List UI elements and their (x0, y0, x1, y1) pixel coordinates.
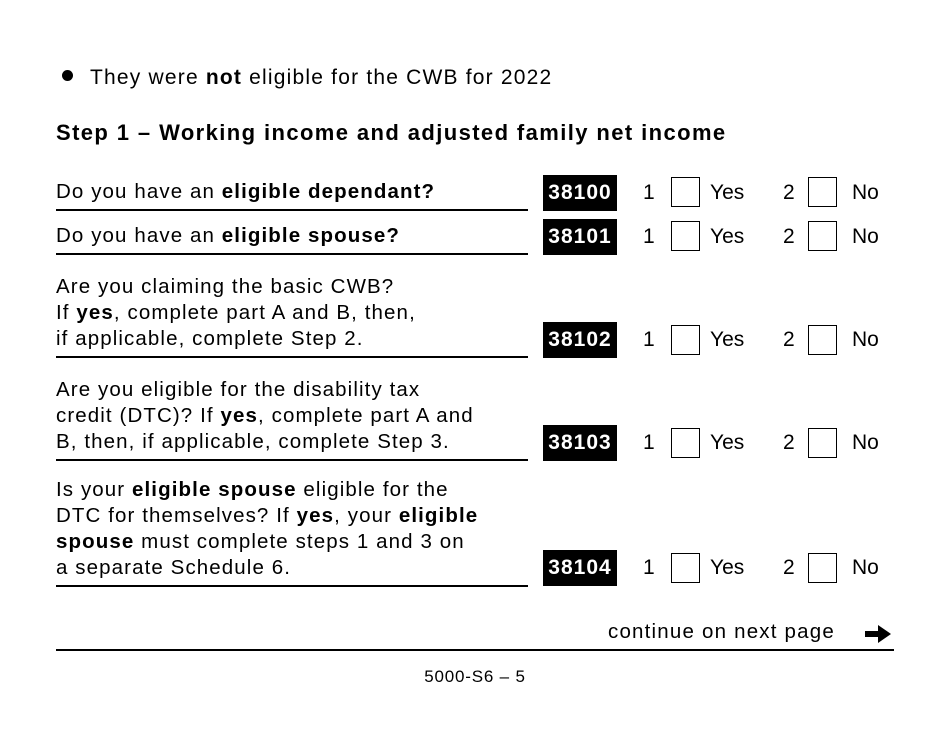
line-code: 38101 (543, 219, 617, 255)
no-label: No (852, 181, 879, 204)
page-footer: 5000-S6 – 5 (424, 667, 526, 686)
no-label: No (852, 328, 879, 351)
footer-rule (56, 649, 894, 651)
yes-label: Yes (710, 328, 745, 351)
bullet-text-bold: not (205, 66, 243, 89)
no-number: 2 (783, 328, 795, 351)
yes-number: 1 (643, 431, 655, 454)
question-line: a separate Schedule 6. (56, 556, 292, 579)
no-checkbox[interactable] (808, 325, 837, 355)
question-text (56, 223, 528, 255)
line-code: 38103 (543, 425, 617, 461)
line-code: 38104 (543, 550, 617, 586)
no-number: 2 (783, 181, 795, 204)
yes-number: 1 (643, 556, 655, 579)
question-line: Do you have an eligible dependant? (56, 180, 436, 203)
question-text (56, 377, 528, 461)
no-checkbox[interactable] (808, 221, 837, 251)
yes-number: 1 (643, 328, 655, 351)
question-line: if applicable, complete Step 2. (56, 327, 364, 350)
yes-checkbox[interactable] (671, 325, 700, 355)
yes-label: Yes (710, 181, 745, 204)
bullet-text-pre: They were (90, 66, 206, 89)
no-checkbox[interactable] (808, 177, 837, 207)
question-text (56, 274, 528, 358)
no-number: 2 (783, 431, 795, 454)
yes-checkbox[interactable] (671, 553, 700, 583)
no-label: No (852, 556, 879, 579)
question-line: If yes, complete part A and B, then, (56, 301, 416, 324)
no-label: No (852, 225, 879, 248)
no-checkbox[interactable] (808, 428, 837, 458)
question-line: spouse must complete steps 1 and 3 on (56, 530, 465, 553)
yes-checkbox[interactable] (671, 221, 700, 251)
no-number: 2 (783, 556, 795, 579)
question-text (56, 179, 528, 211)
yes-checkbox[interactable] (671, 428, 700, 458)
continue-text: continue on next page (608, 620, 835, 643)
question-line: B, then, if applicable, complete Step 3. (56, 430, 450, 453)
bullet-icon (62, 70, 73, 81)
question-line: Are you claiming the basic CWB? (56, 275, 395, 298)
yes-number: 1 (643, 225, 655, 248)
arrow-right-icon (864, 623, 892, 645)
question-line: Are you eligible for the disability tax (56, 378, 421, 401)
line-code: 38100 (543, 175, 617, 211)
no-label: No (852, 431, 879, 454)
yes-label: Yes (710, 556, 745, 579)
question-line: Do you have an eligible spouse? (56, 224, 401, 247)
bullet-text-post: eligible for the CWB for 2022 (242, 66, 553, 89)
no-checkbox[interactable] (808, 553, 837, 583)
line-code: 38102 (543, 322, 617, 358)
yes-label: Yes (710, 225, 745, 248)
yes-number: 1 (643, 181, 655, 204)
question-line: credit (DTC)? If yes, complete part A and (56, 404, 474, 427)
question-text (56, 477, 528, 587)
question-line: DTC for themselves? If yes, your eligible (56, 504, 479, 527)
no-number: 2 (783, 225, 795, 248)
step-title: Step 1 – Working income and adjusted family net income (56, 120, 727, 145)
question-line: Is your eligible spouse eligible for the (56, 478, 449, 501)
yes-label: Yes (710, 431, 745, 454)
yes-checkbox[interactable] (671, 177, 700, 207)
bullet-note (62, 66, 552, 90)
